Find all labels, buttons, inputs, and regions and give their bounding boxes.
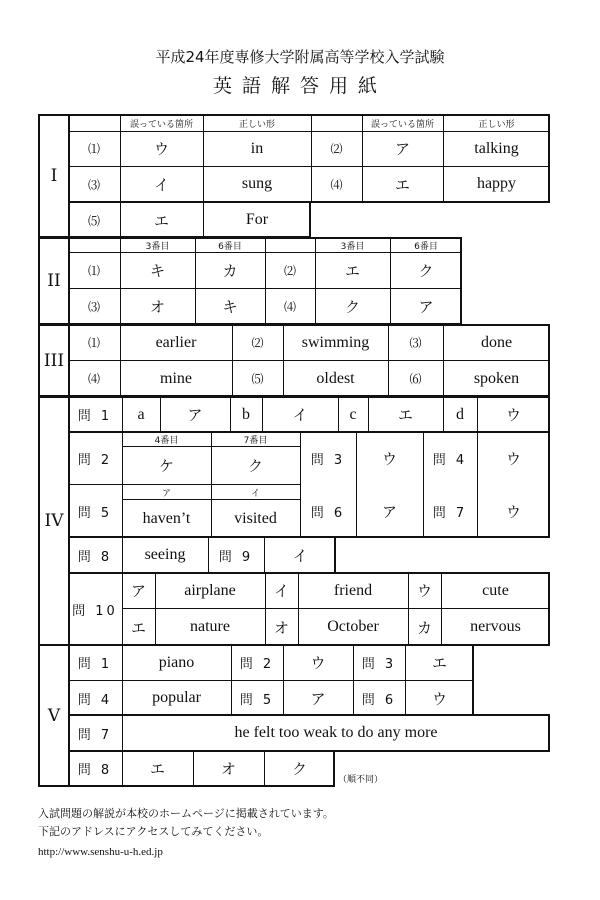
answer-cell: visited	[234, 509, 277, 527]
item-number: ⑴	[87, 336, 100, 350]
answer-cell: ウ	[505, 449, 521, 468]
answer-cell: in	[250, 139, 264, 157]
answer-cell: ア	[310, 689, 326, 708]
sub-label: ウ	[416, 582, 432, 600]
answer-cell: spoken	[473, 369, 520, 387]
item-number: ⑷	[283, 299, 296, 314]
question-number: 問 8	[77, 763, 113, 778]
sub-label: イ	[273, 582, 289, 600]
section-4-label-cell	[38, 396, 70, 646]
answer-cell: イ	[153, 175, 169, 194]
item-number: ⑴	[87, 263, 100, 278]
section-2-label-cell	[38, 237, 70, 325]
answer-cell: ウ	[431, 689, 447, 708]
question-number: 問 4	[77, 692, 113, 708]
header-a: ア	[161, 488, 171, 499]
section-3-label-cell	[38, 324, 70, 397]
answer-cell: ク	[344, 297, 360, 316]
section-2-label: II	[47, 271, 61, 291]
question-number: 問 10	[72, 603, 118, 619]
answer-cell: イ	[292, 406, 308, 424]
answer-cell: ク	[418, 261, 434, 280]
answer-cell: swimming	[301, 333, 370, 351]
answer-cell: seeing	[144, 546, 186, 563]
answer-cell: キ	[222, 297, 238, 316]
item-number: ⑶	[87, 299, 100, 314]
answer-cell: ケ	[158, 457, 174, 475]
answer-cell: nature	[190, 618, 230, 635]
answer-cell: キ	[149, 261, 165, 280]
sub-label: b	[242, 405, 250, 423]
question-number: 問 1	[77, 409, 113, 424]
answer-cell: talking	[474, 139, 519, 157]
answer-cell: piano	[158, 653, 195, 671]
header-fourth: 4番目	[154, 435, 179, 446]
header-third: 3番目	[340, 241, 365, 252]
header-correct-form: 正しい形	[238, 119, 275, 130]
answer-cell: カ	[222, 261, 238, 280]
answer-cell: he felt too weak to do any more	[234, 724, 438, 741]
item-number: ⑸	[87, 213, 100, 228]
answer-cell: sung	[241, 175, 273, 192]
exam-title: 平成24年度専修大学附属高等学校入学試験	[155, 47, 445, 66]
sub-label: カ	[416, 618, 432, 637]
answer-cell: done	[480, 333, 513, 351]
question-number: 問 2	[239, 657, 275, 672]
answer-cell: ア	[187, 406, 203, 424]
question-number: 問 3	[310, 452, 346, 468]
answer-cell: mine	[160, 369, 192, 387]
school-url-link[interactable]: http://www.senshu-u-h.ed.jp	[38, 846, 163, 858]
sub-label: オ	[273, 618, 289, 637]
answer-cell: ウ	[505, 406, 521, 424]
answer-sheet-title: 英語解答用紙	[212, 74, 387, 97]
question-number: 問 6	[310, 505, 346, 521]
item-number: ⑵	[330, 142, 343, 156]
answer-cell: oldest	[316, 369, 355, 387]
answer-cell: October	[327, 618, 379, 635]
header-sixth: 6番目	[414, 241, 438, 252]
answer-cell: friend	[333, 581, 373, 599]
question-number: 問 5	[239, 692, 275, 708]
question-number: 問 3	[361, 657, 397, 672]
question-number: 問 7	[77, 727, 113, 743]
question-number: 問 6	[361, 692, 397, 708]
answer-cell: エ	[149, 760, 165, 778]
question-number: 問 5	[77, 505, 113, 521]
sub-label: d	[456, 405, 464, 423]
answer-cell: ウ	[310, 654, 326, 672]
answer-cell: earlier	[155, 333, 197, 351]
item-number: ⑸	[251, 372, 264, 386]
header-wrong-part: 誤っている箇所	[129, 119, 193, 130]
item-number: ⑴	[87, 142, 100, 156]
answer-cell: happy	[476, 175, 517, 192]
header-wrong-part: 誤っている箇所	[370, 119, 434, 130]
header-sixth: 6番目	[218, 241, 242, 252]
answer-cell: ア	[418, 297, 434, 316]
sub-label: c	[349, 405, 357, 423]
item-number: ⑹	[409, 372, 422, 386]
sub-label: エ	[130, 618, 146, 637]
answer-cell: エ	[397, 406, 413, 424]
section-5-label: V	[47, 705, 61, 726]
question-number: 問 7	[432, 505, 468, 521]
order-free-note: （順不同）	[338, 775, 384, 785]
question-number: 問 2	[77, 452, 113, 468]
question-number: 問 9	[218, 549, 254, 565]
answer-cell: ク	[247, 457, 263, 475]
item-number: ⑷	[87, 372, 100, 386]
answer-cell: cute	[482, 581, 509, 599]
footer-line-2: 下記のアドレスにアクセスしてみてください。	[38, 825, 269, 838]
answer-cell: エ	[153, 211, 169, 230]
header-i: イ	[250, 488, 260, 499]
question-number: 問 1	[77, 657, 113, 672]
section-1-label: I	[50, 166, 58, 186]
answer-cell: エ	[344, 261, 360, 280]
section-5-label-cell	[38, 644, 70, 787]
answer-cell: ア	[381, 502, 397, 521]
footer-line-1: 入試問題の解説が本校のホームページに掲載されています。	[38, 807, 334, 820]
answer-cell: イ	[292, 546, 308, 565]
answer-cell: ア	[394, 140, 410, 158]
section-4-label: IV	[44, 511, 64, 531]
section-1-label-cell	[38, 114, 70, 238]
answer-cell: For	[245, 211, 269, 228]
answer-cell: ウ	[505, 502, 521, 521]
question-number: 問 8	[77, 549, 113, 565]
answer-cell: popular	[152, 689, 201, 706]
item-number: ⑶	[87, 177, 100, 192]
item-number: ⑵	[283, 263, 296, 278]
answer-cell: オ	[220, 760, 236, 778]
answer-cell: ク	[291, 760, 307, 778]
answer-cell: nervous	[470, 618, 521, 635]
answer-cell: airplane	[184, 581, 236, 599]
item-number: ⑵	[251, 336, 264, 350]
answer-cell: ウ	[153, 140, 169, 158]
item-number: ⑶	[409, 336, 422, 350]
answer-cell: エ	[394, 175, 410, 194]
section-3-label: III	[43, 350, 65, 371]
answer-cell: haven’t	[142, 509, 191, 527]
answer-cell: ウ	[381, 449, 397, 468]
header-correct-form: 正しい形	[478, 119, 515, 130]
answer-cell: オ	[149, 297, 165, 316]
answer-cell: エ	[431, 654, 447, 672]
header-seventh: 7番目	[243, 435, 268, 446]
item-number: ⑷	[330, 177, 343, 192]
sub-label: ア	[130, 582, 146, 600]
question-number: 問 4	[432, 452, 468, 468]
sub-label: a	[137, 405, 145, 423]
header-third: 3番目	[145, 241, 170, 252]
